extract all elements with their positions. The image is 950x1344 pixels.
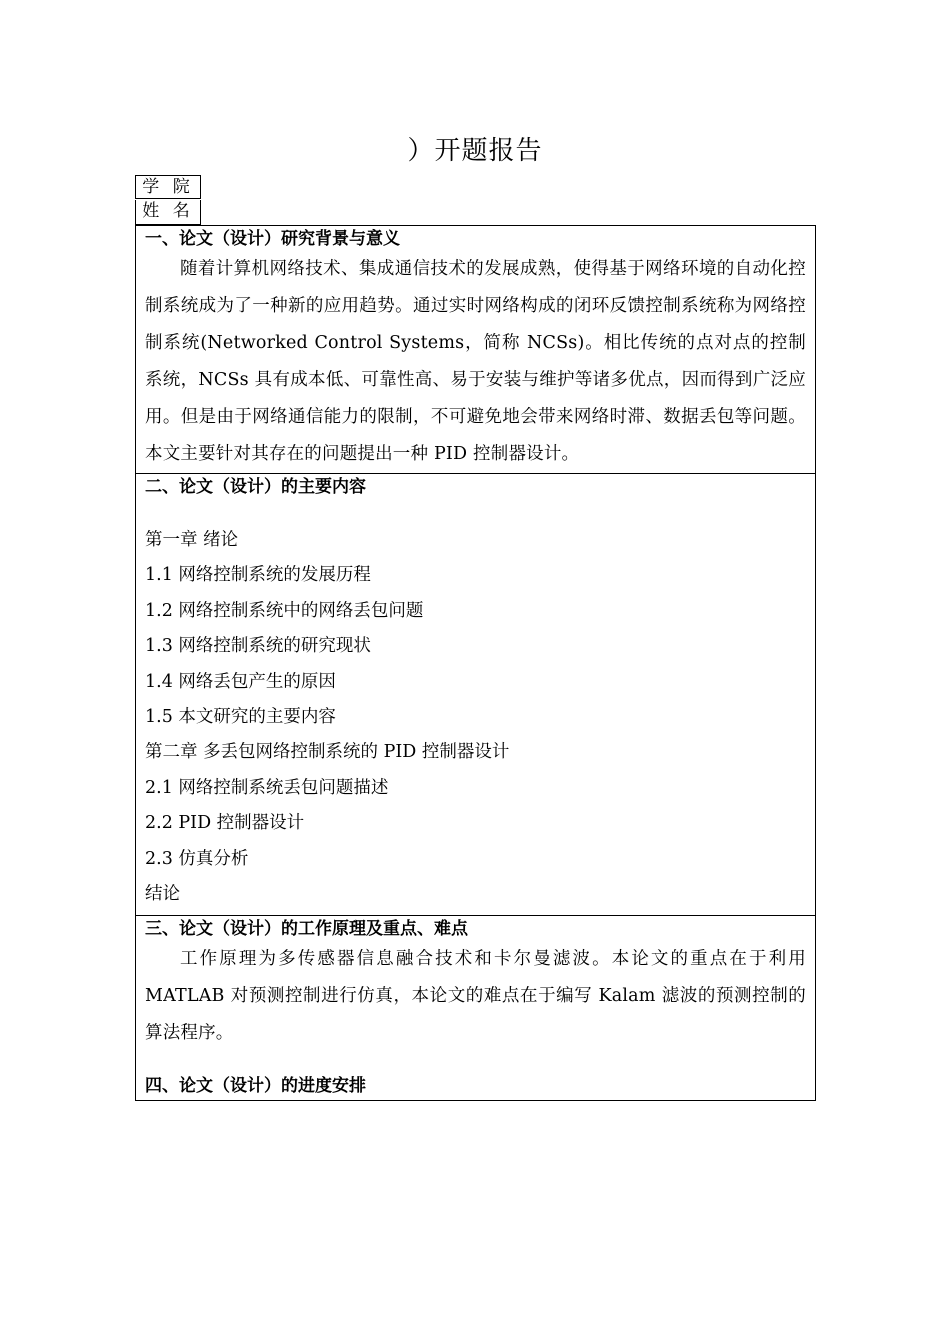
list-item: 第二章 多丢包网络控制系统的 PID 控制器设计 xyxy=(145,742,510,763)
list-item: 1.2 网络控制系统中的网络丢包问题 xyxy=(145,600,424,621)
list-item: 1.4 网络丢包产生的原因 xyxy=(145,671,336,692)
section-principles xyxy=(136,916,815,1101)
section-heading: 一、论文（设计）研究背景与意义 xyxy=(145,229,400,249)
section-heading: 三、论文（设计）的工作原理及重点、难点 xyxy=(145,919,468,939)
section-body: 工作原理为多传感器信息融合技术和卡尔曼滤波。本论文的重点在于利用 MATLAB 对预测控制进行仿真，本论文的难点在于编写 Kalam 滤波的预测控制的算法程序。 xyxy=(145,949,806,1043)
section-body: 随着计算机网络技术、集成通信技术的发展成熟，使得基于网络环境的自动化控制系统成为了一种新的应用趋势。通过实时网络构成的闭环反馈控制系统称为网络控制系统(Networked Control Systems，简称 NCSs)。相比传统的点对点的控制系统，NCSs 具有成本低、可靠性高、易于安装与维护等诸多优点，因而得到广泛应用。但是由于网络通信能力的限制，不可避免地会带来网络时滞、数据丢包等问题。本文主要针对其存在的问题提出一种 PID 控制器设计。 xyxy=(145,259,806,464)
section-heading: 二、论文（设计）的主要内容 xyxy=(145,477,366,497)
list-item: 2.2 PID 控制器设计 xyxy=(145,813,305,834)
list-item: 1.1 网络控制系统的发展历程 xyxy=(145,565,371,586)
proposal-table xyxy=(135,225,816,1101)
section-background xyxy=(136,226,815,474)
section-main-content xyxy=(136,474,815,916)
list-item: 1.3 网络控制系统的研究现状 xyxy=(145,636,371,657)
name-label: 姓 名 xyxy=(135,200,201,225)
list-item: 第一章 绪论 xyxy=(145,530,239,550)
contents-list xyxy=(145,523,806,912)
list-item: 2.3 仿真分析 xyxy=(145,848,249,869)
section-heading-schedule: 四、论文（设计）的进度安排 xyxy=(145,1076,366,1096)
page-title: ）开题报告 xyxy=(407,136,543,166)
list-item: 结论 xyxy=(145,884,180,905)
list-item: 2.1 网络控制系统丢包问题描述 xyxy=(145,777,389,798)
college-label: 学 院 xyxy=(135,175,201,199)
list-item: 1.5 本文研究的主要内容 xyxy=(145,707,336,728)
